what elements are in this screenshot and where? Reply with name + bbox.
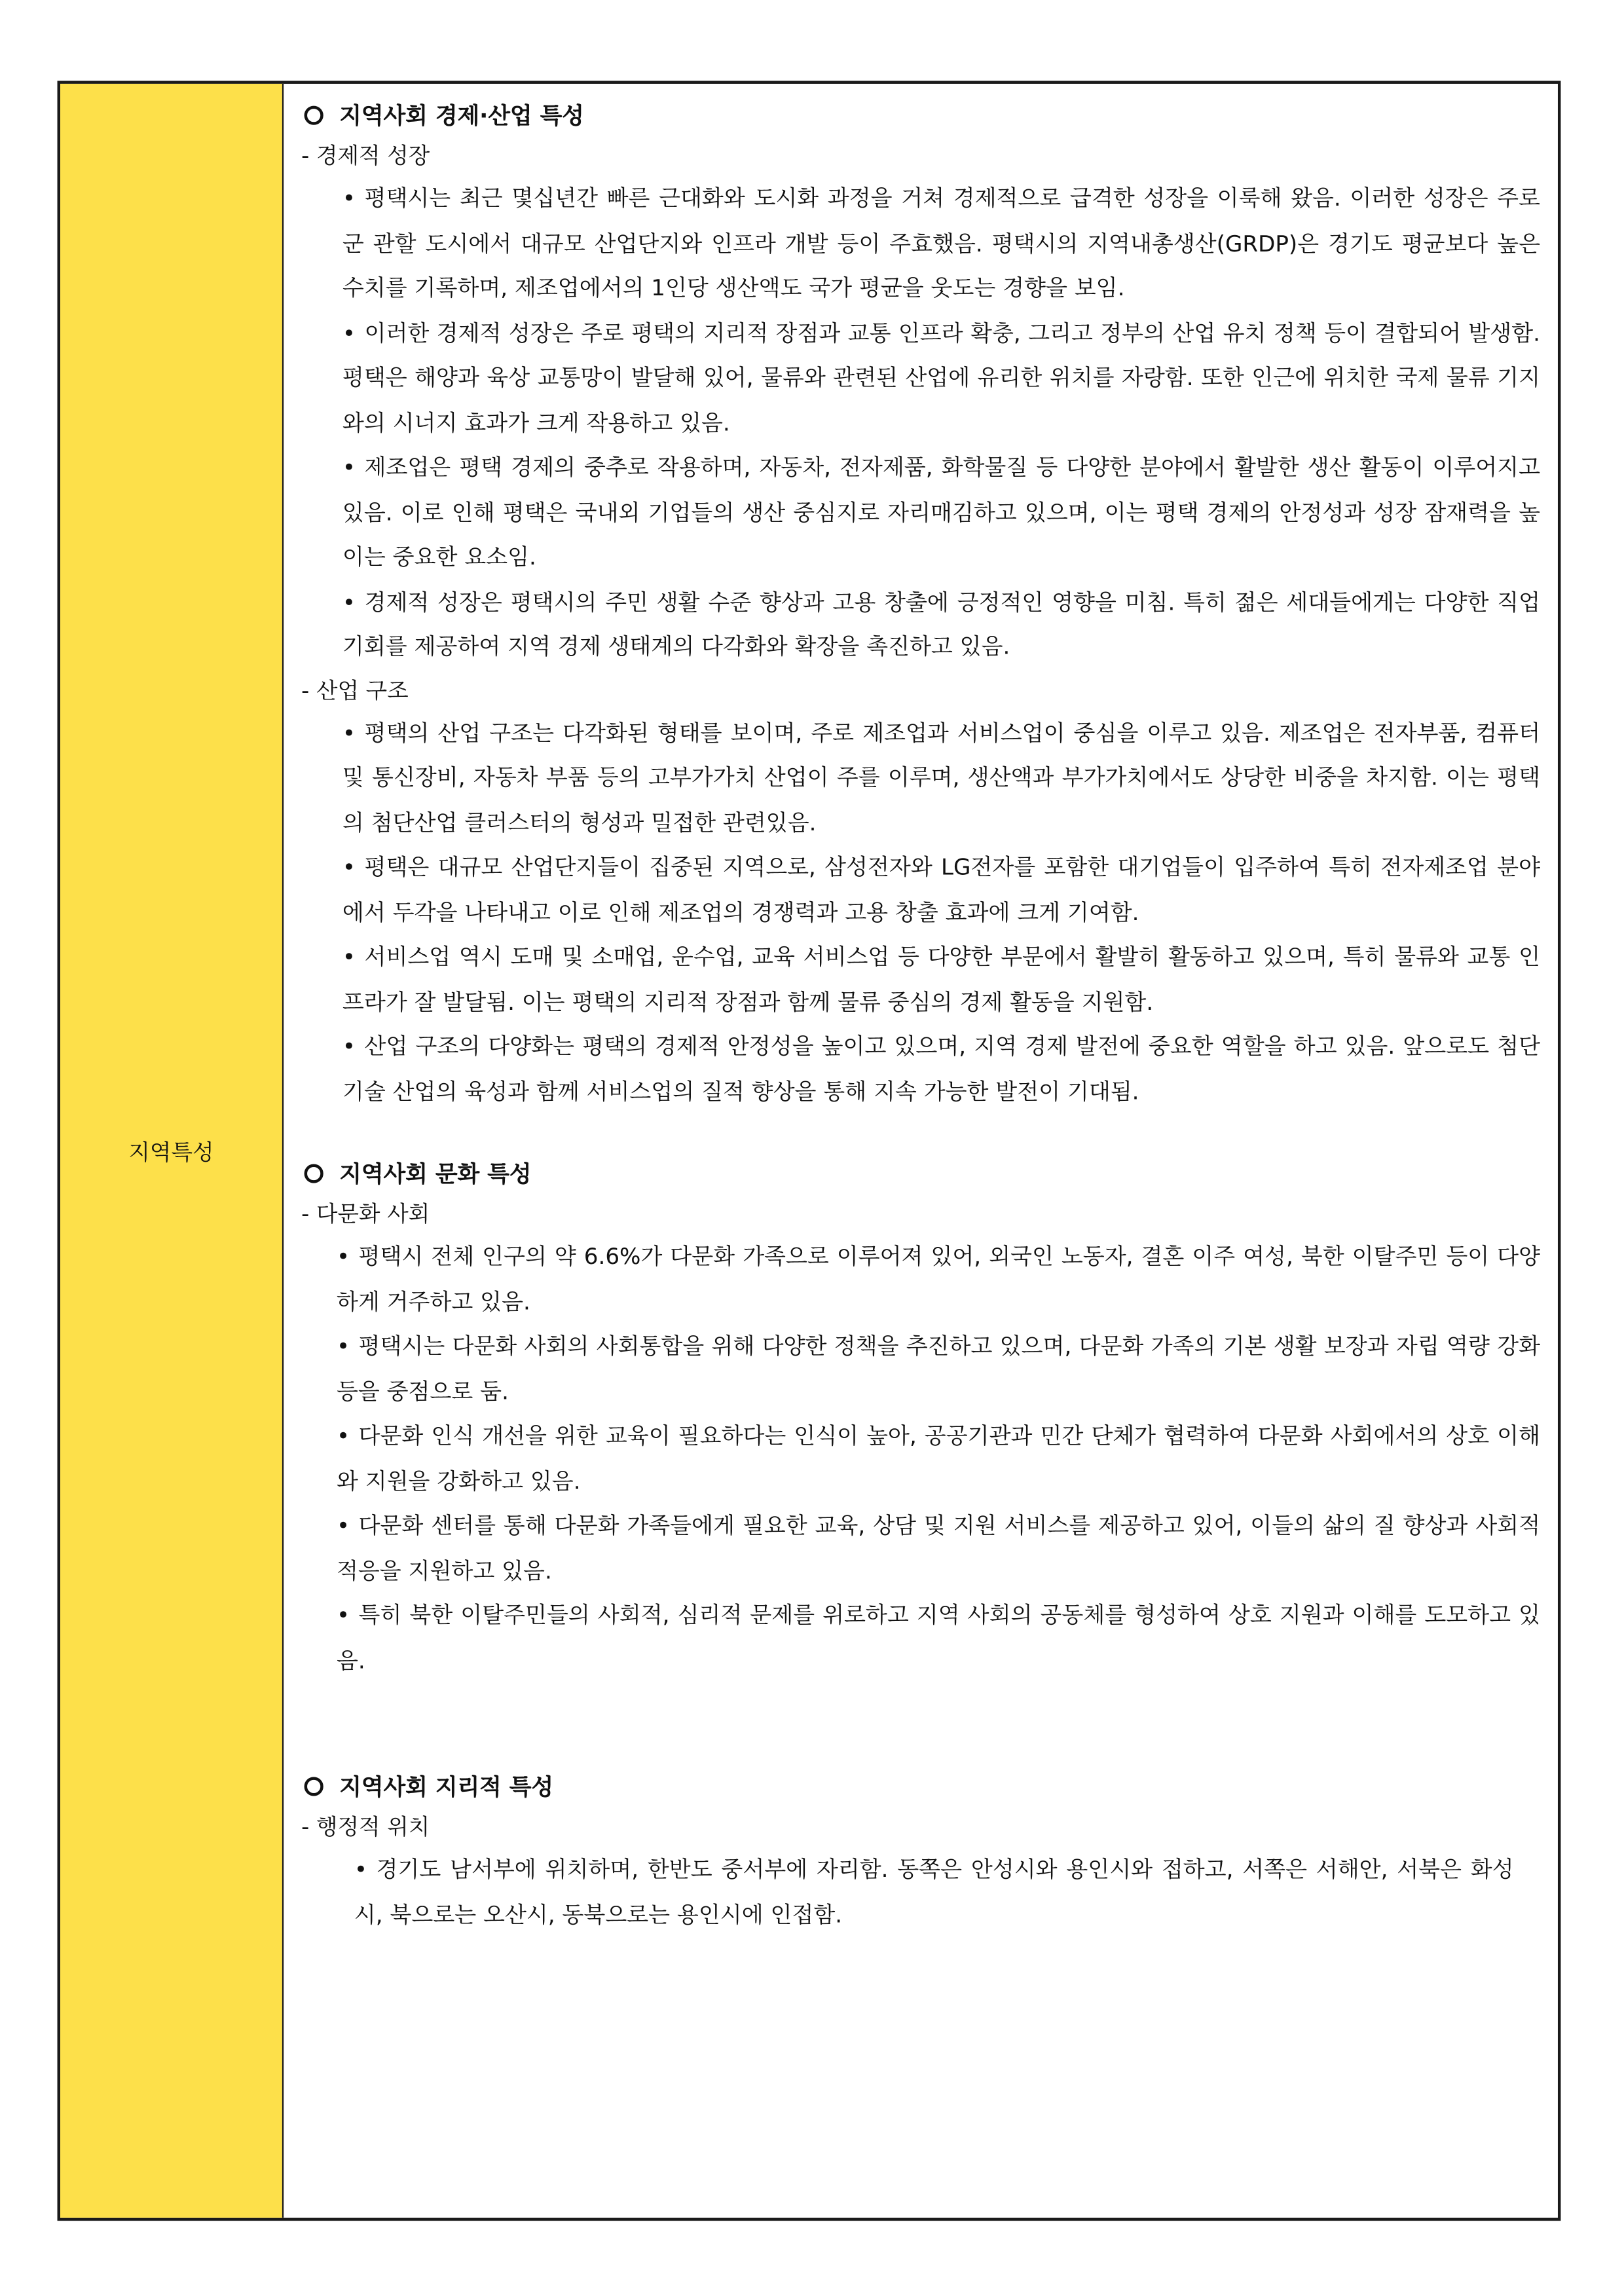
- section-heading-economy: 지역사회 경제·산업 특성: [304, 94, 1543, 136]
- circle-bullet-icon: [304, 105, 323, 124]
- circle-bullet-icon: [304, 1776, 323, 1795]
- row-label: 지역특성: [128, 1138, 214, 1165]
- list-item: • 다문화 센터를 통해 다문화 가족들에게 필요한 교육, 상담 및 지원 서비스를 제공하고 있어, 이들의 삶의 질 향상과 사회적 적응을 지원하고 있음.: [336, 1512, 1541, 1584]
- row-label-cell: [60, 84, 284, 2218]
- list-item: • 제조업은 평택 경제의 중추로 작용하며, 자동차, 전자제품, 화학물질 등 다양한 분야에서 활발한 생산 활동이 이루어지고 있음. 이로 인해 평택은 국내외 기업들의 생산 중심지로 자리매김하고 있으며, 이는 평택 경제의 안정성과 성장 잠재력을 높이는 중요한 요소임.: [342, 454, 1541, 570]
- subsection-heading: - 다문화 사회: [301, 1200, 430, 1227]
- list-item: • 평택은 대규모 산업단지들이 집중된 지역으로, 삼성전자와 LG전자를 포함한 대기업들이 입주하여 특히 전자제조업 분야에서 두각을 나타내고 이로 인해 제조업의 경쟁력과 고용 창출 효과에 크게 기여함.: [342, 853, 1541, 925]
- list-item: • 특히 북한 이탈주민들의 사회적, 심리적 문제를 위로하고 지역 사회의 공동체를 형성하여 상호 지원과 이해를 도모하고 있음.: [336, 1602, 1541, 1674]
- list-item: • 경제적 성장은 평택시의 주민 생활 수준 향상과 고용 창출에 긍정적인 영향을 미침. 특히 젊은 세대들에게는 다양한 직업 기회를 제공하여 지역 경제 생태계의 다각화와 확장을 촉진하고 있음.: [342, 588, 1541, 660]
- list-item: • 경기도 남서부에 위치하며, 한반도 중서부에 자리함. 동쪽은 안성시와 용인시와 접하고, 서쪽은 서해안, 서북은 화성시, 북으로는 오산시, 동북으로는 용인시에 인접함.: [354, 1856, 1514, 1928]
- circle-bullet-icon: [304, 1163, 323, 1182]
- section-heading-culture: 지역사회 문화 특성: [304, 1153, 1543, 1194]
- section-heading-geography: 지역사회 지리적 특성: [304, 1765, 1543, 1806]
- content-cell: [284, 84, 1558, 2218]
- list-item: • 평택시는 최근 몇십년간 빠른 근대화와 도시화 과정을 거쳐 경제적으로 급격한 성장을 이룩해 왔음. 이러한 성장은 주로 군 관할 도시에서 대규모 산업단지와 인프라 개발 등이 주효했음. 평택시의 지역내총생산(GRDP)은 경기도 평균보다 높은 수치를 기록하며, 제조업에서의 1인당 생산액도 국가 평균을 웃도는 경향을 보임.: [342, 185, 1541, 302]
- list-item: • 평택시는 다문화 사회의 사회통합을 위해 다양한 정책을 추진하고 있으며, 다문화 가족의 기본 생활 보장과 자립 역량 강화 등을 중점으로 둠.: [336, 1333, 1541, 1405]
- list-item: • 평택시 전체 인구의 약 6.6%가 다문화 가족으로 이루어져 있어, 외국인 노동자, 결혼 이주 여성, 북한 이탈주민 등이 다양하게 거주하고 있음.: [336, 1243, 1541, 1315]
- list-item: • 산업 구조의 다양화는 평택의 경제적 안정성을 높이고 있으며, 지역 경제 발전에 중요한 역할을 하고 있음. 앞으로도 첨단 기술 산업의 육성과 함께 서비스업의 질적 향상을 통해 지속 가능한 발전이 기대됨.: [342, 1033, 1541, 1105]
- subsection-heading: - 산업 구조: [301, 676, 409, 703]
- subsection-heading: - 행정적 위치: [301, 1813, 430, 1840]
- list-item: • 평택의 산업 구조는 다각화된 형태를 보이며, 주로 제조업과 서비스업이 중심을 이루고 있음. 제조업은 전자부품, 컴퓨터 및 통신장비, 자동차 부품 등의 고부가가치 산업이 주를 이루며, 생산액과 부가가치에서도 상당한 비중을 차지함. 이는 평택의 첨단산업 클러스터의 형성과 밀접한 관련있음.: [342, 719, 1541, 836]
- subsection-heading: - 경제적 성장: [301, 142, 430, 170]
- list-item: • 다문화 인식 개선을 위한 교육이 필요하다는 인식이 높아, 공공기관과 민간 단체가 협력하여 다문화 사회에서의 상호 이해와 지원을 강화하고 있음.: [336, 1422, 1541, 1494]
- list-item: • 서비스업 역시 도매 및 소매업, 운수업, 교육 서비스업 등 다양한 부문에서 활발히 활동하고 있으며, 특히 물류와 교통 인프라가 잘 발달됨. 이는 평택의 지리적 장점과 함께 물류 중심의 경제 활동을 지원함.: [342, 943, 1541, 1015]
- content-table: [58, 81, 1561, 2221]
- list-item: • 이러한 경제적 성장은 주로 평택의 지리적 장점과 교통 인프라 확충, 그리고 정부의 산업 유치 정책 등이 결합되어 발생함. 평택은 해양과 육상 교통망이 발달해 있어, 물류와 관련된 산업에 유리한 위치를 자랑함. 또한 인근에 위치한 국제 물류 기지와의 시너지 효과가 크게 작용하고 있음.: [342, 320, 1541, 436]
